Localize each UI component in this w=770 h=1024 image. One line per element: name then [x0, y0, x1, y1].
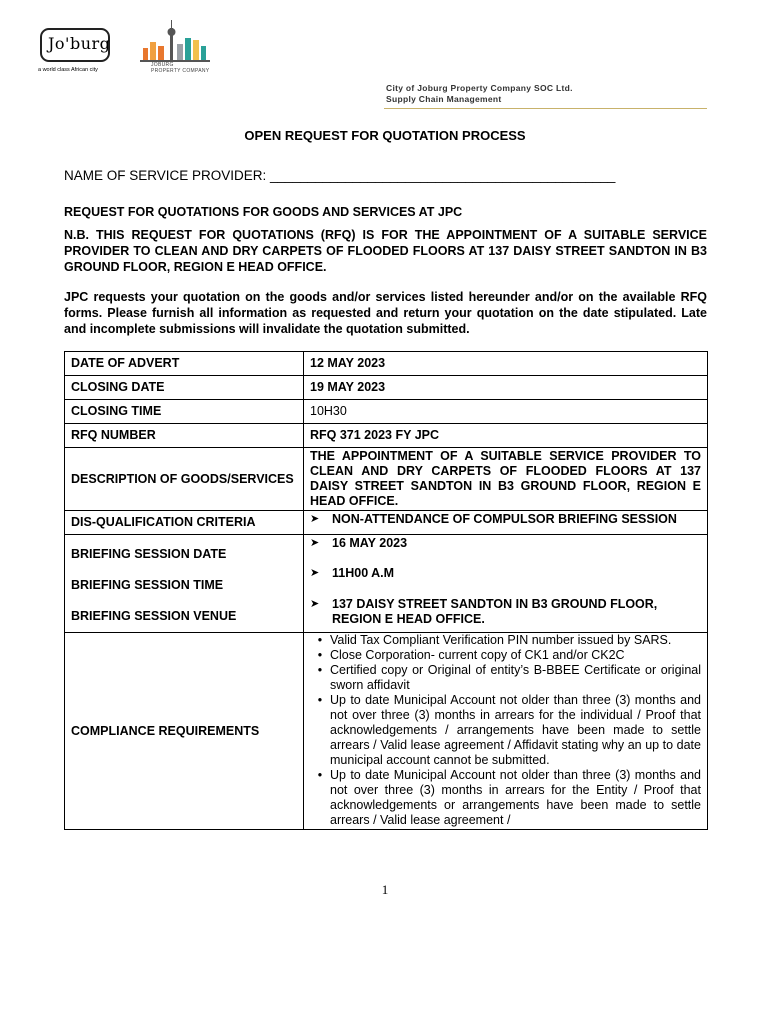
compliance-list: [310, 633, 701, 828]
company-name: City of Joburg Property Company SOC Ltd.: [386, 83, 573, 93]
description-value: THE APPOINTMENT OF A SUITABLE SERVICE PROVIDER TO CLEAN AND DRY CARPETS OF FLOODED FLOORS AT 137 DAISY STREET SANDTON IN B3 GROUND FLOOR, REGION E HEAD OFFICE.: [304, 448, 708, 511]
date-of-advert-label: DATE OF ADVERT: [65, 352, 304, 376]
disqualification-label: DIS-QUALIFICATION CRITERIA: [65, 511, 304, 535]
compliance-label: COMPLIANCE REQUIREMENTS: [65, 633, 304, 830]
arrow-bullet-icon: ➤: [310, 513, 320, 525]
briefing-venue-value: 137 DAISY STREET SANDTON IN B3 GROUND FLOOR, REGION E HEAD OFFICE.: [332, 597, 658, 626]
disqualification-value: NON-ATTENDANCE OF COMPULSOR BRIEFING SESSION: [332, 512, 677, 526]
rfq-details-table: [64, 351, 708, 830]
joburg-logo-tagline: a world class African city: [38, 67, 98, 73]
compliance-cell: [304, 633, 708, 830]
briefing-venue-label: BRIEFING SESSION VENUE: [71, 609, 237, 623]
nb-paragraph: N.B. THIS REQUEST FOR QUOTATIONS (RFQ) IS FOR THE APPOINTMENT OF A SUITABLE SERVICE PROVIDER TO CLEAN AND DRY CARPETS OF FLOODED FLOORS AT 137 DAISY STREET SANDTON IN B3 GROUND FLOOR, REGION E HEAD OFFICE.: [64, 228, 707, 274]
briefing-time-label: BRIEFING SESSION TIME: [71, 578, 224, 592]
list-item: • Certified copy or Original of entity’s B-BBEE Certificate or original sworn affidavit: [310, 663, 701, 693]
bullet-dot-icon: •: [317, 693, 323, 707]
bullet-dot-icon: •: [317, 648, 323, 662]
table-row: [65, 511, 708, 535]
table-row: [65, 376, 708, 400]
jpc-logo-line1: JOBURG: [151, 62, 174, 68]
closing-time-label: CLOSING TIME: [65, 400, 304, 424]
rfq-number-label: RFQ NUMBER: [65, 424, 304, 448]
department-name: Supply Chain Management: [386, 94, 502, 104]
closing-date-value: 19 MAY 2023: [304, 376, 708, 400]
jpc-logo: [140, 18, 235, 78]
arrow-bullet-icon: ➤: [310, 537, 320, 549]
table-row: [65, 633, 708, 830]
closing-date-label: CLOSING DATE: [65, 376, 304, 400]
briefing-date-value: 16 MAY 2023: [332, 536, 408, 550]
page-number: 1: [381, 882, 389, 897]
table-row: [65, 400, 708, 424]
arrow-bullet-icon: ➤: [310, 598, 320, 610]
description-label: DESCRIPTION OF GOODS/SERVICES: [65, 448, 304, 511]
joburg-logo-word: Jo'burg: [48, 34, 111, 53]
briefing-date-label: BRIEFING SESSION DATE: [71, 547, 227, 561]
table-row: [65, 424, 708, 448]
briefing-time-value: 11H00 A.M: [332, 566, 395, 580]
header-divider: [384, 108, 707, 109]
disqualification-cell: [304, 511, 708, 535]
joburg-logo: [38, 24, 120, 76]
jpc-logo-text: [151, 63, 209, 74]
arrow-bullet-icon: ➤: [310, 567, 320, 579]
closing-time-value: 10H30: [304, 400, 708, 424]
intro-paragraph: JPC requests your quotation on the goods and/or services listed hereunder and/or on the available RFQ forms. Please furnish all information as requested and return your quotation on the date stipulated. Late and incomplete submissions will invalidate the quotation submitted.: [64, 290, 707, 336]
document-title: OPEN REQUEST FOR QUOTATION PROCESS: [244, 128, 526, 143]
jpc-logo-line2: PROPERTY COMPANY: [151, 67, 210, 74]
briefing-values-cell: [304, 535, 708, 633]
list-item: • Up to date Municipal Account not older than three (3) months and not over three (3) months in arrears for the Entity / Proof that acknowledgements or arrangements have been made to settle arrears / Valid lease agreement /: [310, 768, 701, 828]
rfq-heading: REQUEST FOR QUOTATIONS FOR GOODS AND SERVICES AT JPC: [64, 205, 463, 219]
company-header: [386, 83, 573, 105]
list-item: • Close Corporation- current copy of CK1 and/or CK2C: [310, 648, 701, 663]
date-of-advert-value: 12 MAY 2023: [304, 352, 708, 376]
briefing-labels-cell: [65, 535, 304, 633]
rfq-number-value: RFQ 371 2023 FY JPC: [304, 424, 708, 448]
table-row: [65, 448, 708, 511]
jpc-skyline-icon: [140, 18, 235, 63]
list-item: • Valid Tax Compliant Verification PIN number issued by SARS.: [310, 633, 701, 648]
bullet-dot-icon: •: [317, 768, 323, 782]
bullet-dot-icon: •: [317, 633, 323, 647]
service-provider-line: NAME OF SERVICE PROVIDER: ______________________________________________: [64, 168, 616, 183]
table-row: [65, 352, 708, 376]
list-item: • Up to date Municipal Account not older than three (3) months and not over three (3) months in arrears for the individual / Proof that acknowledgements / arrangements have been made to settle arrears / Valid lease agreement / Affidavit stating why an up to date municipal account cannot be submitted.: [310, 693, 701, 768]
bullet-dot-icon: •: [317, 663, 323, 677]
table-row: [65, 535, 708, 633]
